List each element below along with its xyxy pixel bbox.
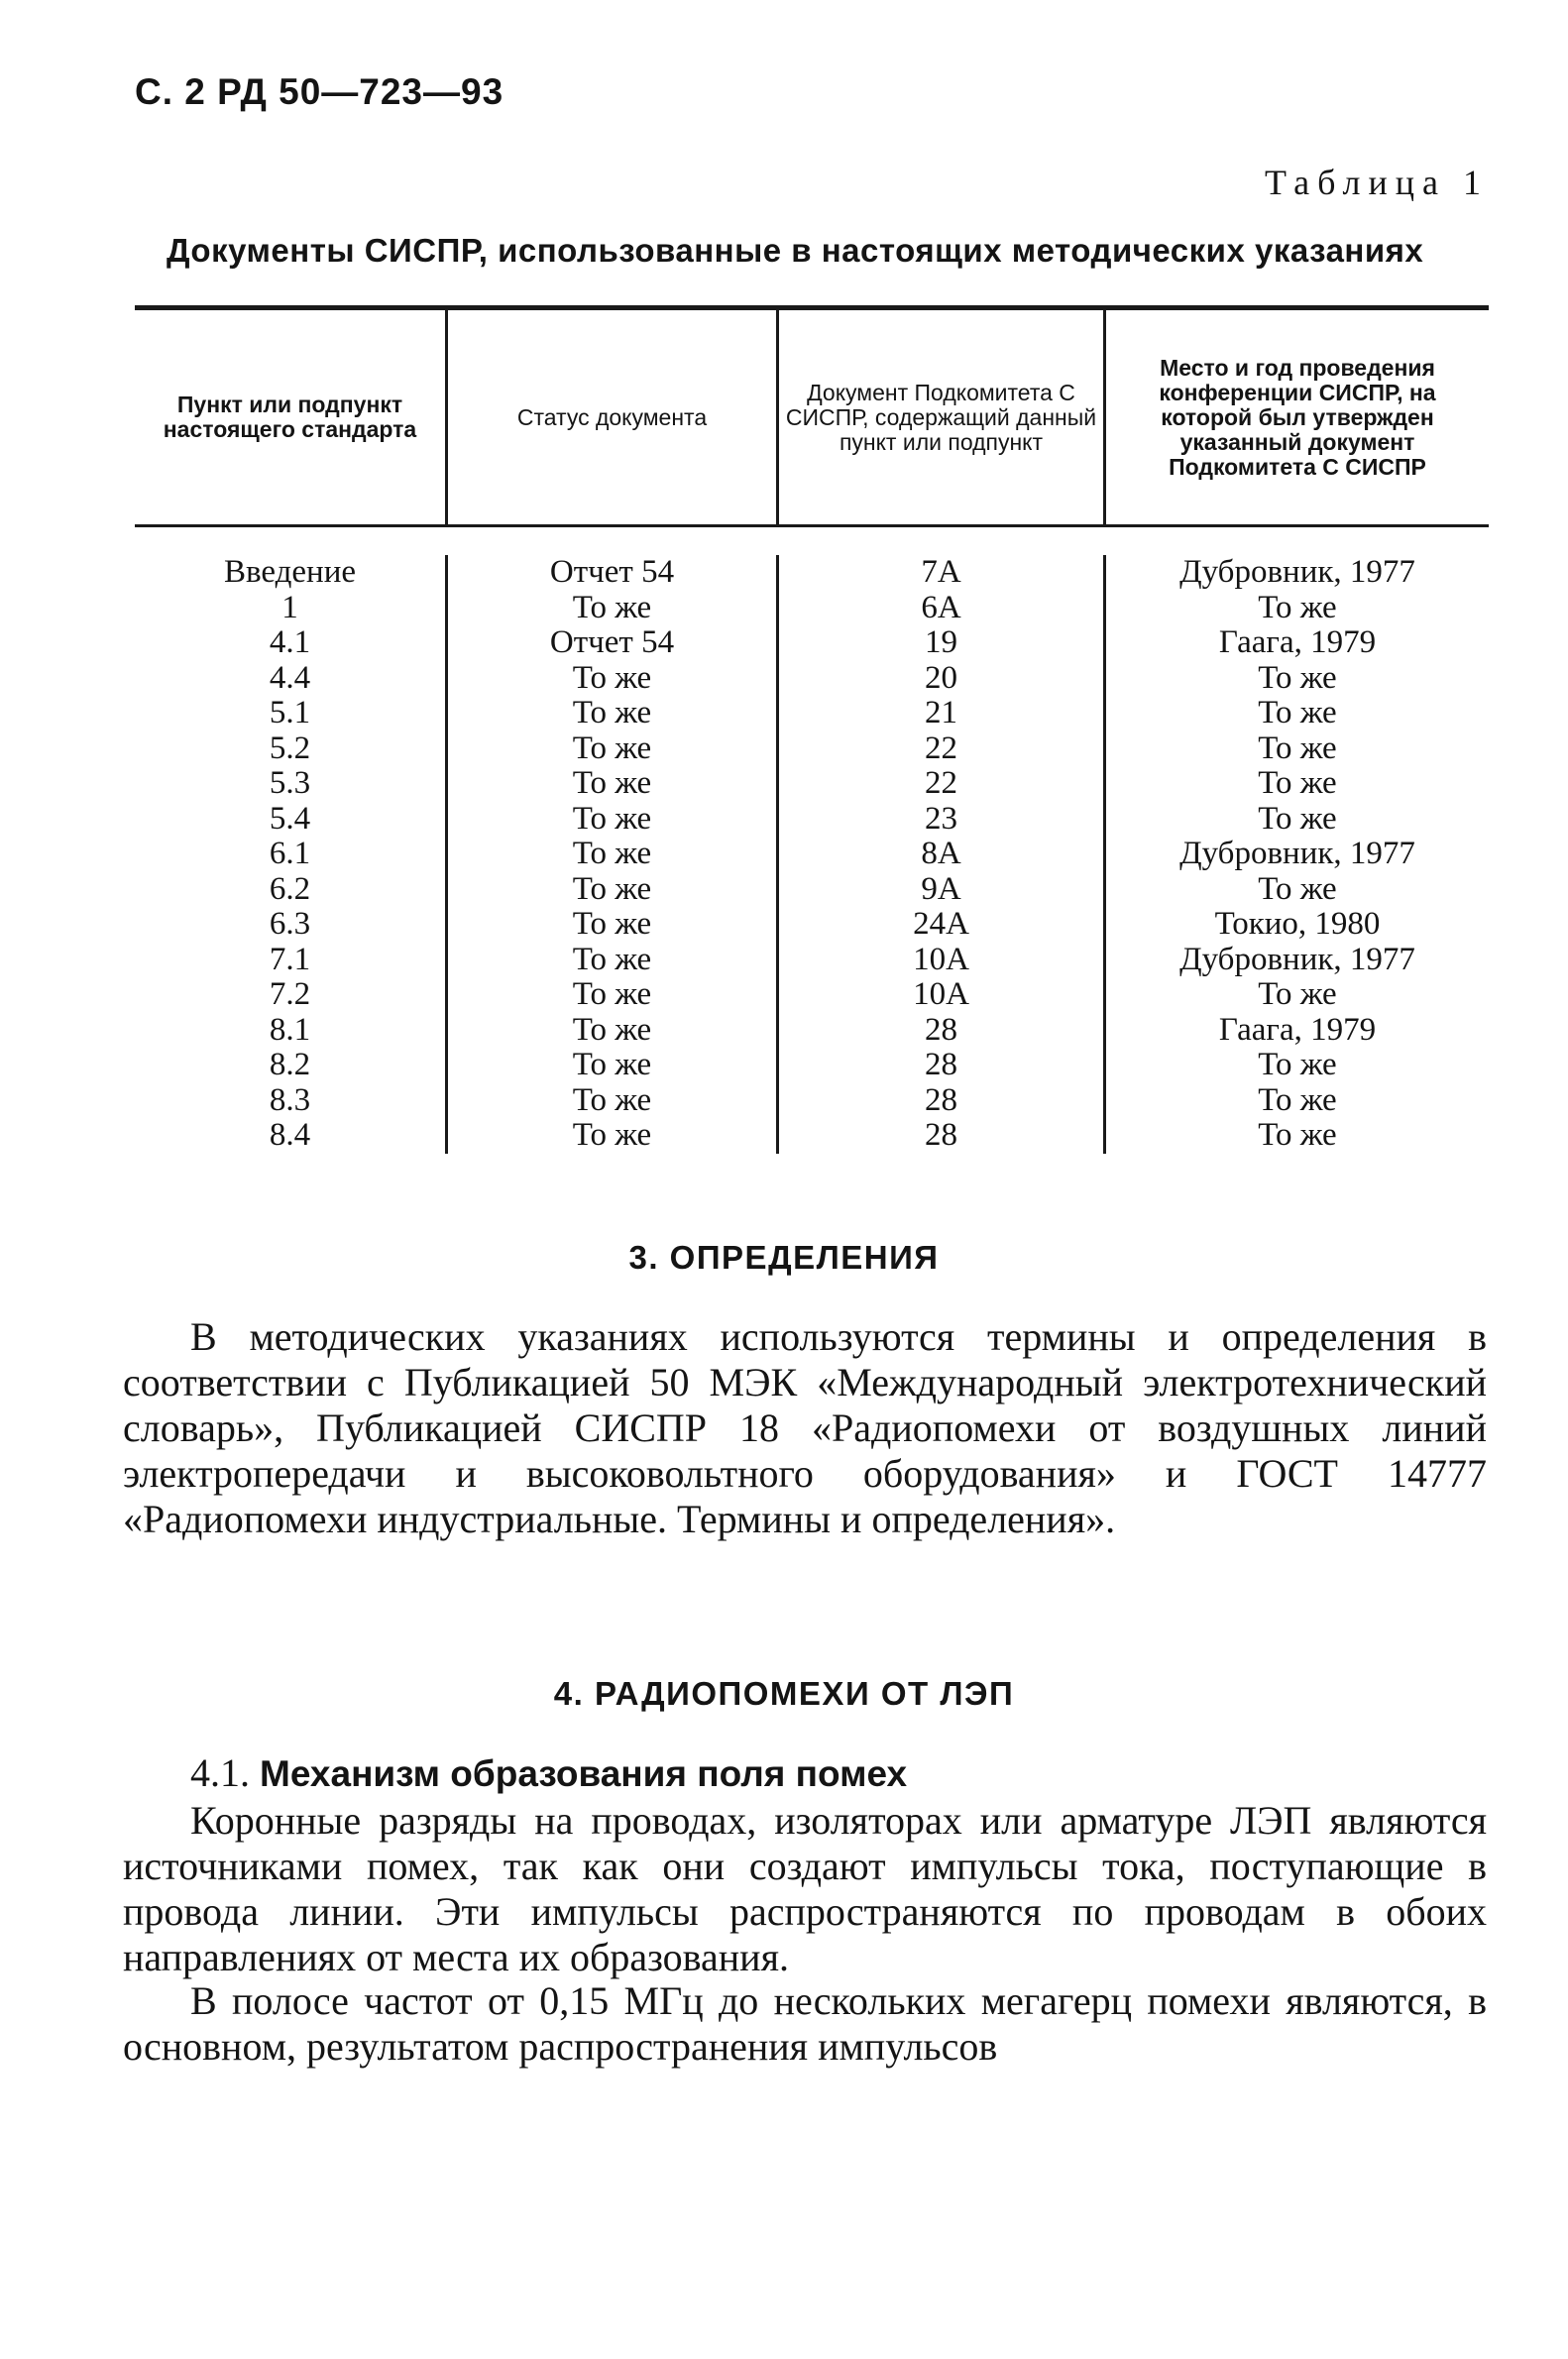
cell-item: 6.2 <box>269 870 311 907</box>
cell-document: 6А <box>921 589 961 625</box>
subsection-number: 4.1. <box>190 1750 250 1795</box>
cell-status: Отчет 54 <box>549 624 675 660</box>
cell-item: 4.4 <box>269 659 311 696</box>
cell-place-year: Гаага, 1979 <box>1218 624 1377 660</box>
cell-place-year: То же <box>1258 695 1337 730</box>
cell-item: 8.3 <box>269 1081 311 1118</box>
cell-status: То же <box>572 870 652 907</box>
header-item: Пункт или подпункт настоящего стандарта <box>135 310 448 524</box>
cell-status: То же <box>572 659 652 696</box>
table-title: Документы СИСПР, использованные в настоящих методических указаниях <box>167 232 1424 269</box>
cell-item: 8.4 <box>269 1117 311 1153</box>
cell-place-year: То же <box>1258 800 1337 837</box>
cell-status: То же <box>572 730 652 766</box>
cell-status: То же <box>572 1117 652 1153</box>
cell-place-year: То же <box>1258 1047 1337 1082</box>
cell-status: То же <box>572 836 652 871</box>
section-4-paragraph-1: Коронные разряды на проводах, изоляторах или арматуре ЛЭП являются источниками помех, так как они создают импульсы тока, поступающие в провода линии. Эти импульсы распространяются по проводам в обоих направлениях от места их образования. <box>123 1798 1487 1979</box>
cell-document: 7А <box>921 554 961 590</box>
cell-item: 5.2 <box>269 730 311 766</box>
cell-item: 4.1 <box>269 624 311 660</box>
cell-document: 28 <box>925 1081 957 1118</box>
cell-document: 10А <box>913 941 969 977</box>
documents-table <box>135 305 1489 1160</box>
column-document <box>779 555 1106 1154</box>
cell-place-year: Дубровник, 1977 <box>1179 554 1415 590</box>
cell-item: 1 <box>281 589 298 625</box>
cell-document: 23 <box>925 800 957 837</box>
header-status: Статус документа <box>448 310 779 524</box>
column-place-year <box>1106 555 1489 1154</box>
cell-item: 6.3 <box>269 906 311 942</box>
subsection-4-1-heading <box>190 1749 907 1796</box>
cell-document: 28 <box>925 1117 957 1153</box>
cell-place-year: То же <box>1258 976 1337 1012</box>
table-header-row <box>135 310 1489 524</box>
section-3-heading: 3. ОПРЕДЕЛЕНИЯ <box>628 1239 940 1276</box>
cell-place-year: То же <box>1258 1117 1337 1153</box>
cell-status: То же <box>572 1081 652 1118</box>
cell-status: То же <box>572 765 652 801</box>
cell-place-year: То же <box>1258 659 1337 696</box>
cell-place-year: Токио, 1980 <box>1214 906 1381 942</box>
cell-status: То же <box>572 1011 652 1048</box>
section-4-heading: 4. РАДИОПОМЕХИ ОТ ЛЭП <box>553 1675 1015 1712</box>
cell-status: То же <box>572 906 652 942</box>
header-place-year: Место и год проведения конференции СИСПР, на которой был утвержден указанный документ Подкомитета С СИСПР <box>1159 354 1436 480</box>
cell-place-year: То же <box>1258 1081 1337 1118</box>
cell-status: То же <box>572 1047 652 1082</box>
cell-place-year: Дубровник, 1977 <box>1179 836 1415 871</box>
cell-place-year: Гаага, 1979 <box>1218 1011 1377 1048</box>
cell-document: 28 <box>925 1047 957 1082</box>
cell-place-year: То же <box>1258 589 1337 625</box>
cell-item: 5.4 <box>269 800 311 837</box>
column-status <box>448 555 779 1154</box>
cell-item: Введение <box>223 554 356 590</box>
cell-status: То же <box>572 976 652 1012</box>
cell-item: 7.1 <box>269 941 311 977</box>
cell-status: Отчет 54 <box>549 554 675 590</box>
cell-document: 28 <box>925 1011 957 1048</box>
cell-status: То же <box>572 695 652 730</box>
section-4-paragraph-2: В полосе частот от 0,15 МГц до нескольких мегагерц помехи являются, в основном, результатом распространения импульсов <box>123 1978 1487 2069</box>
cell-document: 22 <box>925 765 957 801</box>
cell-document: 22 <box>925 730 957 766</box>
cell-place-year: То же <box>1258 765 1337 801</box>
cell-status: То же <box>572 800 652 837</box>
cell-document: 24А <box>913 906 969 942</box>
cell-item: 6.1 <box>269 836 311 871</box>
cell-status: То же <box>572 589 652 625</box>
cell-item: 5.1 <box>269 695 311 730</box>
header-document: Документ Подкомитета С СИСПР, содержащий данный пункт или подпункт <box>779 310 1106 524</box>
cell-place-year: То же <box>1258 730 1337 766</box>
page-header: С. 2 РД 50—723—93 <box>135 71 504 112</box>
column-item <box>135 555 448 1154</box>
cell-place-year: Дубровник, 1977 <box>1179 941 1415 977</box>
cell-item: 5.3 <box>269 765 311 801</box>
section-3-paragraph: В методических указаниях используются термины и определения в соответствии с Публикацией 50 МЭК «Международный электротехнический словарь», Публикацией СИСПР 18 «Радиопомехи от воздушных линий электропередачи и высоковольтного оборудования» и ГОСТ 14777 «Радиопомехи индустриальные. Термины и определения». <box>123 1314 1487 1541</box>
cell-item: 8.1 <box>269 1011 311 1048</box>
cell-document: 10А <box>913 976 969 1012</box>
cell-status: То же <box>572 941 652 977</box>
cell-item: 7.2 <box>269 976 311 1012</box>
table-body <box>135 527 1489 1160</box>
subsection-title: Механизм образования поля помех <box>260 1753 908 1794</box>
cell-place-year: То же <box>1258 870 1337 907</box>
cell-item: 8.2 <box>269 1047 311 1082</box>
table-label: Таблица 1 <box>1265 163 1489 202</box>
cell-document: 19 <box>925 624 957 660</box>
cell-document: 9А <box>921 870 961 907</box>
cell-document: 21 <box>925 695 957 730</box>
cell-document: 20 <box>925 659 957 696</box>
cell-document: 8А <box>921 836 961 871</box>
